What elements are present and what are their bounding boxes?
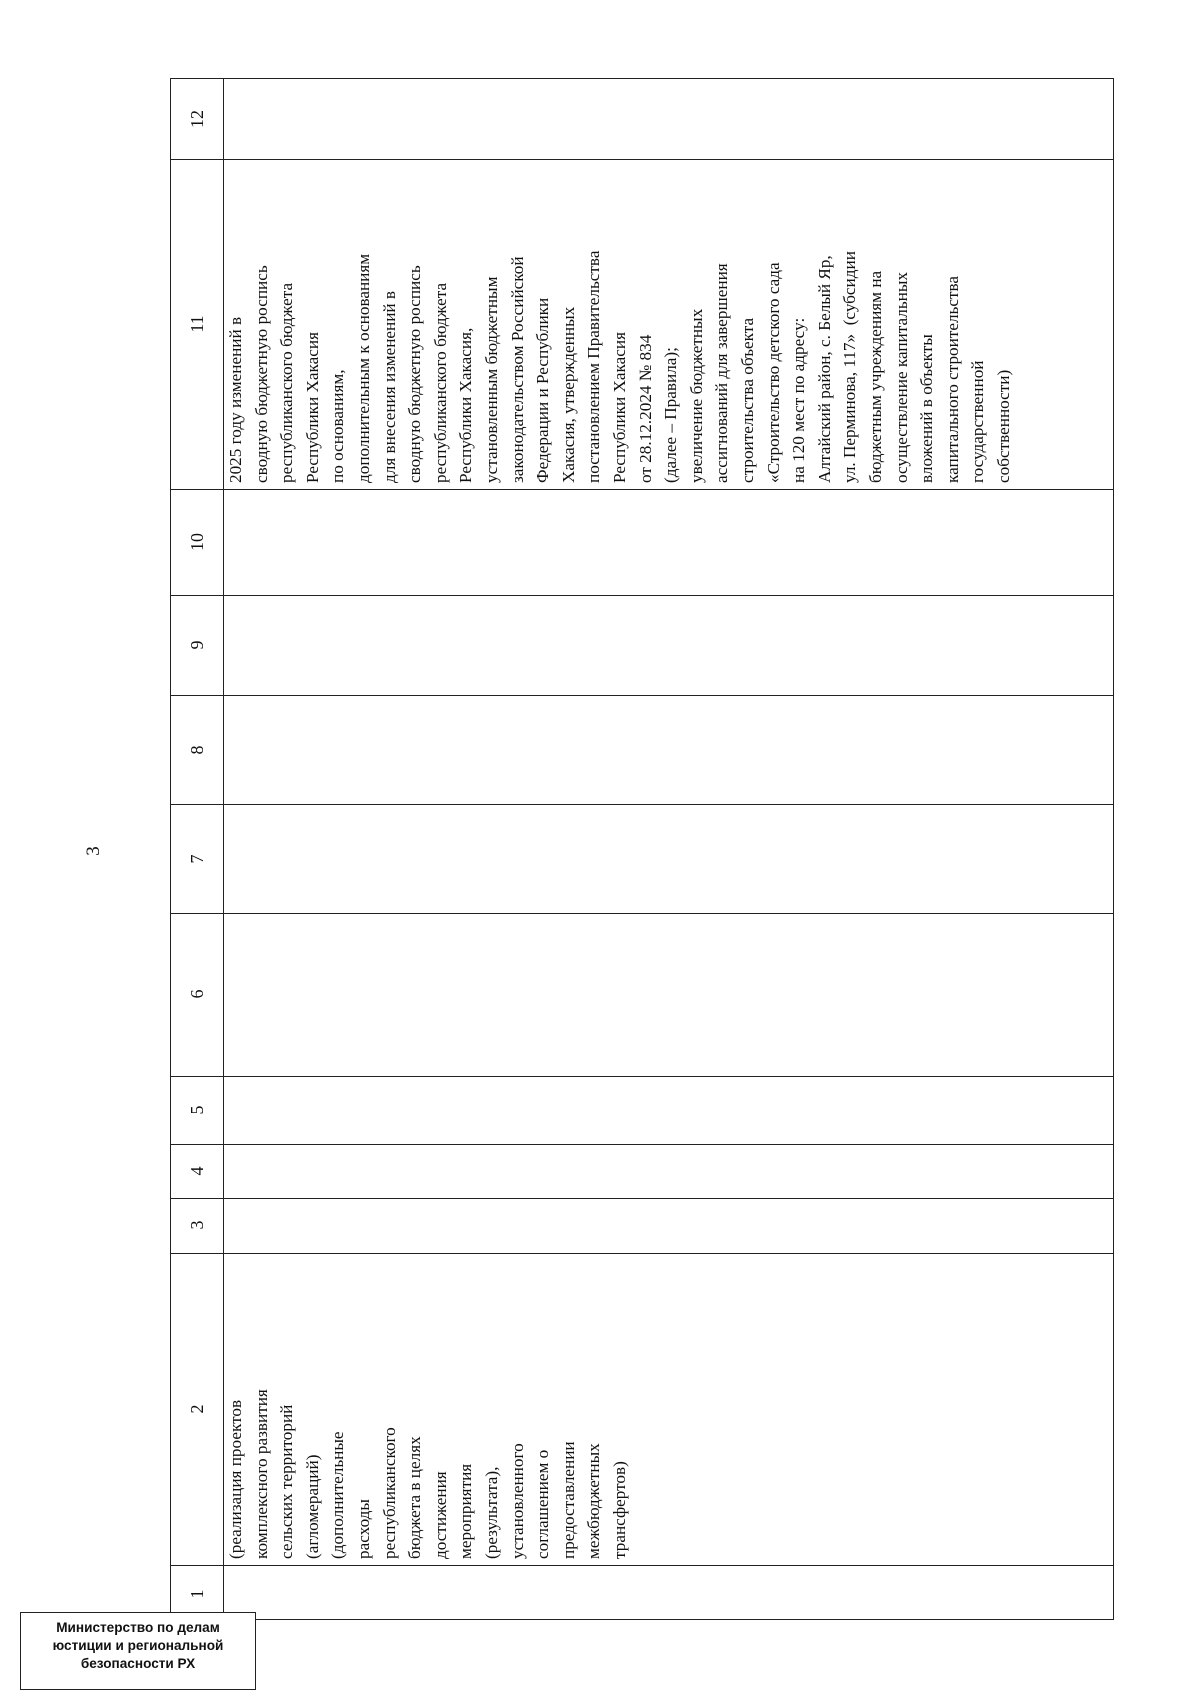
cell-text-line: увеличение бюджетных bbox=[686, 308, 706, 483]
cell-text-line: капитального строительства bbox=[942, 275, 962, 483]
cell-text-line: республиканского bbox=[379, 1427, 399, 1559]
col-boundary bbox=[171, 595, 1113, 596]
column-number: 10 bbox=[187, 533, 207, 551]
cell-text-line: дополнительным к основаниям bbox=[354, 253, 373, 483]
cell-text-line: ассигнований для завершения bbox=[712, 263, 732, 483]
col-boundary bbox=[171, 804, 1113, 805]
cell-text-line: (реализация проектов bbox=[226, 1399, 245, 1559]
cell-text-line: республиканского бюджета bbox=[277, 282, 297, 483]
col-boundary bbox=[171, 159, 1113, 160]
cell-text-line: ул. Перминова, 117» (субсидии bbox=[840, 251, 860, 483]
column-number: 12 bbox=[187, 110, 207, 128]
cell-text-line: Республики Хакасия, bbox=[456, 327, 476, 483]
column-number: 11 bbox=[187, 315, 207, 333]
cell-text-line: от 28.12.2024 № 834 bbox=[635, 334, 655, 483]
stamp-line: Министерство по делам bbox=[56, 1620, 220, 1635]
column-number: 5 bbox=[187, 1105, 207, 1115]
cell-text-line: сельских территорий bbox=[277, 1404, 297, 1559]
cell-text-line: (результата), bbox=[482, 1466, 501, 1559]
stamp-line: юстиции и региональной bbox=[52, 1638, 224, 1653]
col-boundary bbox=[171, 913, 1113, 914]
cell-text-line: бюджета в целях bbox=[405, 1436, 425, 1559]
cell-text-line: собственности) bbox=[994, 369, 1013, 483]
cell-text-line: строительства объекта bbox=[738, 317, 757, 483]
col-boundary bbox=[171, 695, 1113, 696]
cell-text-line: Республики Хакасия bbox=[610, 331, 629, 483]
cell-text-line: (дополнительные bbox=[328, 1431, 348, 1559]
col-boundary bbox=[171, 489, 1113, 490]
cell-text-line: для внесения изменений в bbox=[379, 290, 399, 483]
cell-text-line: бюджетным учреждениям на bbox=[866, 270, 885, 483]
cell-text-line: Федерации и Республики bbox=[533, 297, 553, 483]
cell-text-line: мероприятия bbox=[456, 1463, 476, 1559]
cell-text-line: государственной bbox=[968, 360, 988, 483]
cell-text-line: постановлением Правительства bbox=[584, 250, 604, 483]
header-divider bbox=[223, 79, 224, 1619]
cell-text-line: «Строительство детского сада bbox=[763, 262, 783, 483]
cell-text-line: соглашением о bbox=[533, 1449, 553, 1559]
registration-stamp bbox=[20, 1612, 256, 1690]
column-number: 4 bbox=[187, 1166, 207, 1176]
column-number: 9 bbox=[187, 640, 207, 650]
cell-text-line: (агломераций) bbox=[302, 1454, 322, 1559]
cell-text-line: межбюджетных bbox=[584, 1443, 604, 1559]
cell-text-line: установленного bbox=[507, 1443, 527, 1559]
column-number: 8 bbox=[187, 745, 207, 755]
cell-text-line: законодательством Российской bbox=[507, 256, 527, 483]
column-number: 2 bbox=[187, 1404, 207, 1414]
cell-text-line: предоставлении bbox=[558, 1441, 578, 1559]
column-number: 1 bbox=[187, 1589, 207, 1599]
cell-text-line: республиканского бюджета bbox=[430, 282, 450, 483]
cell-text-line: достижения bbox=[430, 1471, 450, 1559]
cell-text-line: сводную бюджетную роспись bbox=[251, 265, 271, 483]
cell-text-line: расходы bbox=[354, 1499, 373, 1559]
cell-text-line: комплексного развития bbox=[251, 1389, 271, 1559]
page-number: 3 bbox=[83, 846, 104, 856]
cell-text-line: 2025 году изменений в bbox=[226, 316, 245, 483]
col-boundary bbox=[171, 1076, 1113, 1077]
cell-text-line: осуществление капитальных bbox=[891, 271, 911, 483]
column-number: 3 bbox=[187, 1220, 207, 1230]
col-boundary bbox=[171, 1253, 1113, 1254]
cell-text-line: (далее – Правила); bbox=[661, 347, 681, 483]
cell-text-line: Хакасия, утвержденных bbox=[558, 306, 578, 483]
cell-text-line: сводную бюджетную роспись bbox=[405, 265, 425, 483]
col-boundary bbox=[171, 1144, 1113, 1145]
cell-text-line: трансфертов) bbox=[610, 1461, 629, 1559]
column-number: 7 bbox=[187, 854, 207, 864]
col-boundary bbox=[171, 1565, 1113, 1566]
cell-text-line: по основаниям, bbox=[328, 369, 348, 483]
cell-text-line: установленным бюджетным bbox=[482, 276, 501, 483]
budget-table bbox=[170, 78, 1114, 1620]
stamp-line: безопасности РХ bbox=[80, 1656, 196, 1671]
col-boundary bbox=[171, 1198, 1113, 1199]
column-number: 6 bbox=[187, 989, 207, 999]
cell-text-line: Республики Хакасия bbox=[302, 331, 322, 483]
cell-text-line: вложений в объекты bbox=[917, 334, 937, 483]
cell-text-line: Алтайский район, с. Белый Яр, bbox=[814, 255, 834, 483]
cell-text-line: на 120 мест по адресу: bbox=[789, 317, 809, 483]
